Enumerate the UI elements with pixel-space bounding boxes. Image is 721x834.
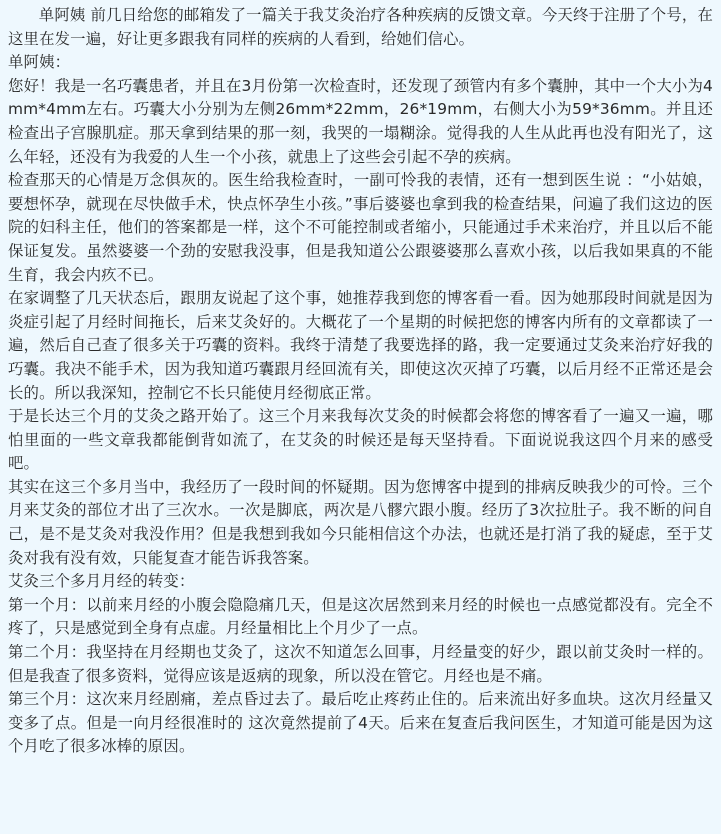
- paragraph: 您好！我是一名巧囊患者，并且在3月份第一次检查时，还发现了颈管内有多个囊肿，其中一个大小为4mm*4mm左右。巧囊大小分别为左侧26mm*22mm，26*19mm，右侧大小为59*36mm。并且还检查出子宫腺肌症。那天拿到结果的那一刻，我哭的一塌糊涂。觉得我的人生从此再也没有阳光了，这么年轻，还没有为我爱的人生一个小孩，就患上了这些会引起不孕的疾病。: [8, 76, 713, 166]
- paragraph: 其实在这三个多月当中，我经历了一段时间的怀疑期。因为您博客中提到的排病反映我少的可怜。三个月来艾灸的部位才出了三次水。一次是脚底，两次是八髎穴跟小腹。经历了3次拉肚子。我不断的问自己，是不是艾灸对我没作用？但是我想到我如今只能相信这个办法，也就还是打消了我的疑虑，至于艾灸对我有没有效，只能复查才能告诉我答案。: [8, 477, 713, 567]
- paragraph: 在家调整了几天状态后，跟朋友说起了这个事，她推荐我到您的博客看一看。因为她那段时间就是因为炎症引起了月经时间拖长，后来艾灸好的。大概花了一个星期的时候把您的博客内所有的文章都读了一遍，然后自己查了很多关于巧囊的资料。我终于清楚了我要选择的路，我一定要通过艾灸来治疗好我的巧囊。我决不能手术，因为我知道巧囊跟月经回流有关，即使这次灭掉了巧囊，以后月经不正常还是会长的。所以我深知，控制它不长只能使月经彻底正常。: [8, 289, 713, 402]
- paragraph: 第二个月：我坚持在月经期也艾灸了，这次不知道怎么回事，月经量变的好少，跟以前艾灸时一样的。但是我查了很多资料，觉得应该是返病的现象，所以没在管它。月经也是不痛。: [8, 643, 713, 685]
- article-intro: 单阿姨 前几日给您的邮箱发了一篇关于我艾灸治疗各种疾病的反馈文章。今天终于注册了个号，在这里在发一遍，好让更多跟我有同样的疾病的人看到，给她们信心。: [8, 6, 713, 48]
- paragraph: 第一个月：以前来月经的小腹会隐隐痛几天，但是这次居然到来月经的时候也一点感觉都没有。完全不疼了，只是感觉到全身有点虚。月经量相比上个月少了一点。: [8, 595, 713, 638]
- section-heading: 艾灸三个多月月经的转变：: [8, 572, 195, 591]
- paragraph: 于是长达三个月的艾灸之路开始了。这三个月来我每次艾灸的时候都会将您的博客看了一遍又一遍，哪怕里面的一些文章我都能倒背如流了，在艾灸的时候还是每天坚持看。下面说说我这四个月来的感受吧。: [8, 407, 713, 473]
- salutation: 单阿姨：: [8, 53, 71, 72]
- paragraph: 检查那天的心情是万念俱灰的。医生给我检查时，一副可怜我的表情，还有一想到医生说 ：“小姑娘，要想怀孕，就现在尽快做手术，快点怀孕生小孩。”事后婆婆也拿到我的检查结果，问遍了我们这边的医院的妇科主任，他们的答案都是一样，这个不可能控制或者缩小，只能通过手术来治疗，并且以后不能保证复发。虽然婆婆一个劲的安慰我没事，但是我知道公公跟婆婆那么喜欢小孩，以后我如果真的不能生育，我会内疚不已。: [8, 171, 713, 284]
- paragraph: 第三个月：这次来月经剧痛，差点昏过去了。最后吃止疼药止住的。后来流出好多血块。这次月经量又变多了点。但是一向月经很准时的 这次竟然提前了4天。后来在复查后我问医生，才知道可能是因为这个月吃了很多冰棒的原因。: [8, 690, 713, 756]
